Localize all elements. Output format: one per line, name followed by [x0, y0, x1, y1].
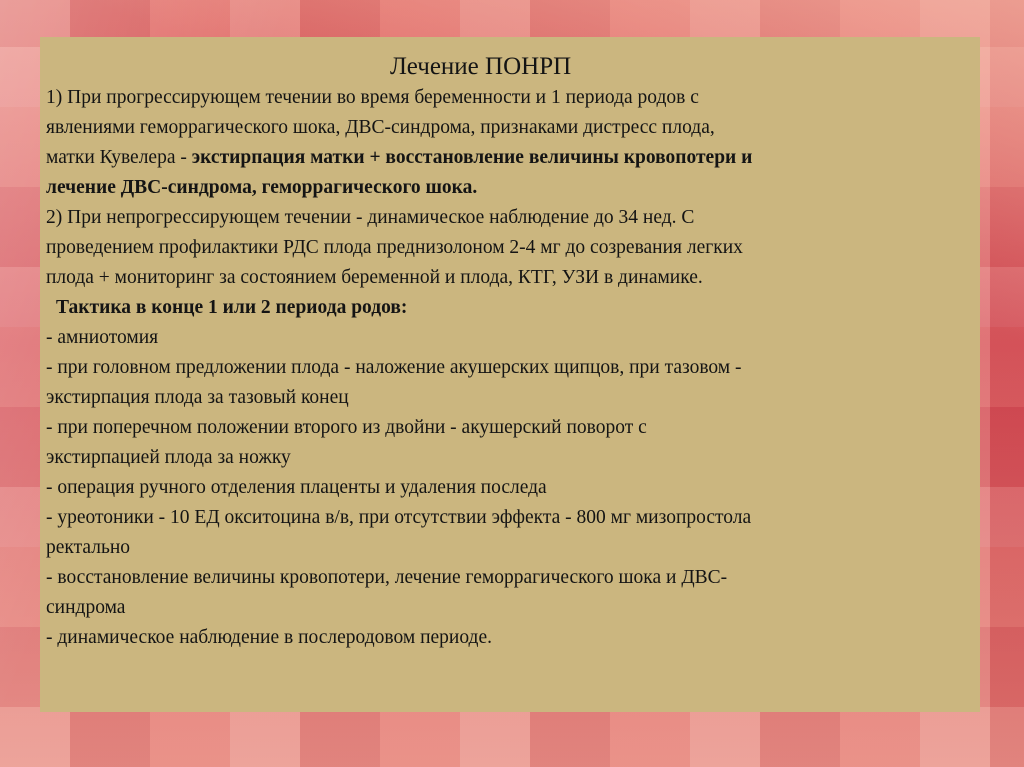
slide-content-panel — [40, 37, 980, 712]
list-item: - при поперечном положении второго из двойни - акушерский поворот с — [46, 417, 647, 438]
tactics-heading: Тактика в конце 1 или 2 периода родов: — [56, 297, 408, 318]
list-item-continuation: ректально — [46, 537, 131, 558]
slide-body — [46, 83, 962, 653]
slide-title: Лечение ПОНРП — [390, 53, 572, 80]
text-line: 1) При прогрессирующем течении во время беременности и 1 периода родов с — [46, 87, 699, 108]
text-line: плода + мониторинг за состоянием беременной и плода, КТГ, УЗИ в динамике. — [46, 267, 703, 288]
text-line: 2) При непрогрессирующем течении - динамическое наблюдение до 34 нед. С — [46, 207, 695, 228]
text-segment: матки Кувелера - — [46, 147, 192, 168]
list-item: - при головном предложении плода - наложение акушерских щипцов, при тазовом - — [46, 357, 742, 378]
bold-text-segment: экстирпация матки + восстановление величины кровопотери и — [191, 147, 753, 168]
list-item: - уреотоники - 10 ЕД окситоцина в/в, при отсутствии эффекта - 800 мг мизопростола — [46, 507, 752, 528]
list-item: - операция ручного отделения плаценты и удаления последа — [46, 477, 547, 498]
list-item-continuation: экстирпацией плода за ножку — [46, 447, 291, 468]
text-line — [46, 143, 962, 173]
list-item-continuation: экстирпация плода за тазовый конец — [46, 387, 349, 408]
list-item: - амниотомия — [46, 327, 159, 348]
list-item: - восстановление величины кровопотери, лечение геморрагического шока и ДВС- — [46, 567, 728, 588]
list-item: - динамическое наблюдение в послеродовом периоде. — [46, 627, 492, 648]
text-line: явлениями геморрагического шока, ДВС-синдрома, признаками дистресс плода, — [46, 117, 715, 138]
text-line: проведением профилактики РДС плода преднизолоном 2-4 мг до созревания легких — [46, 237, 743, 258]
bold-text-line: лечение ДВС-синдрома, геморрагического шока. — [46, 177, 478, 198]
list-item-continuation: синдрома — [46, 597, 126, 618]
